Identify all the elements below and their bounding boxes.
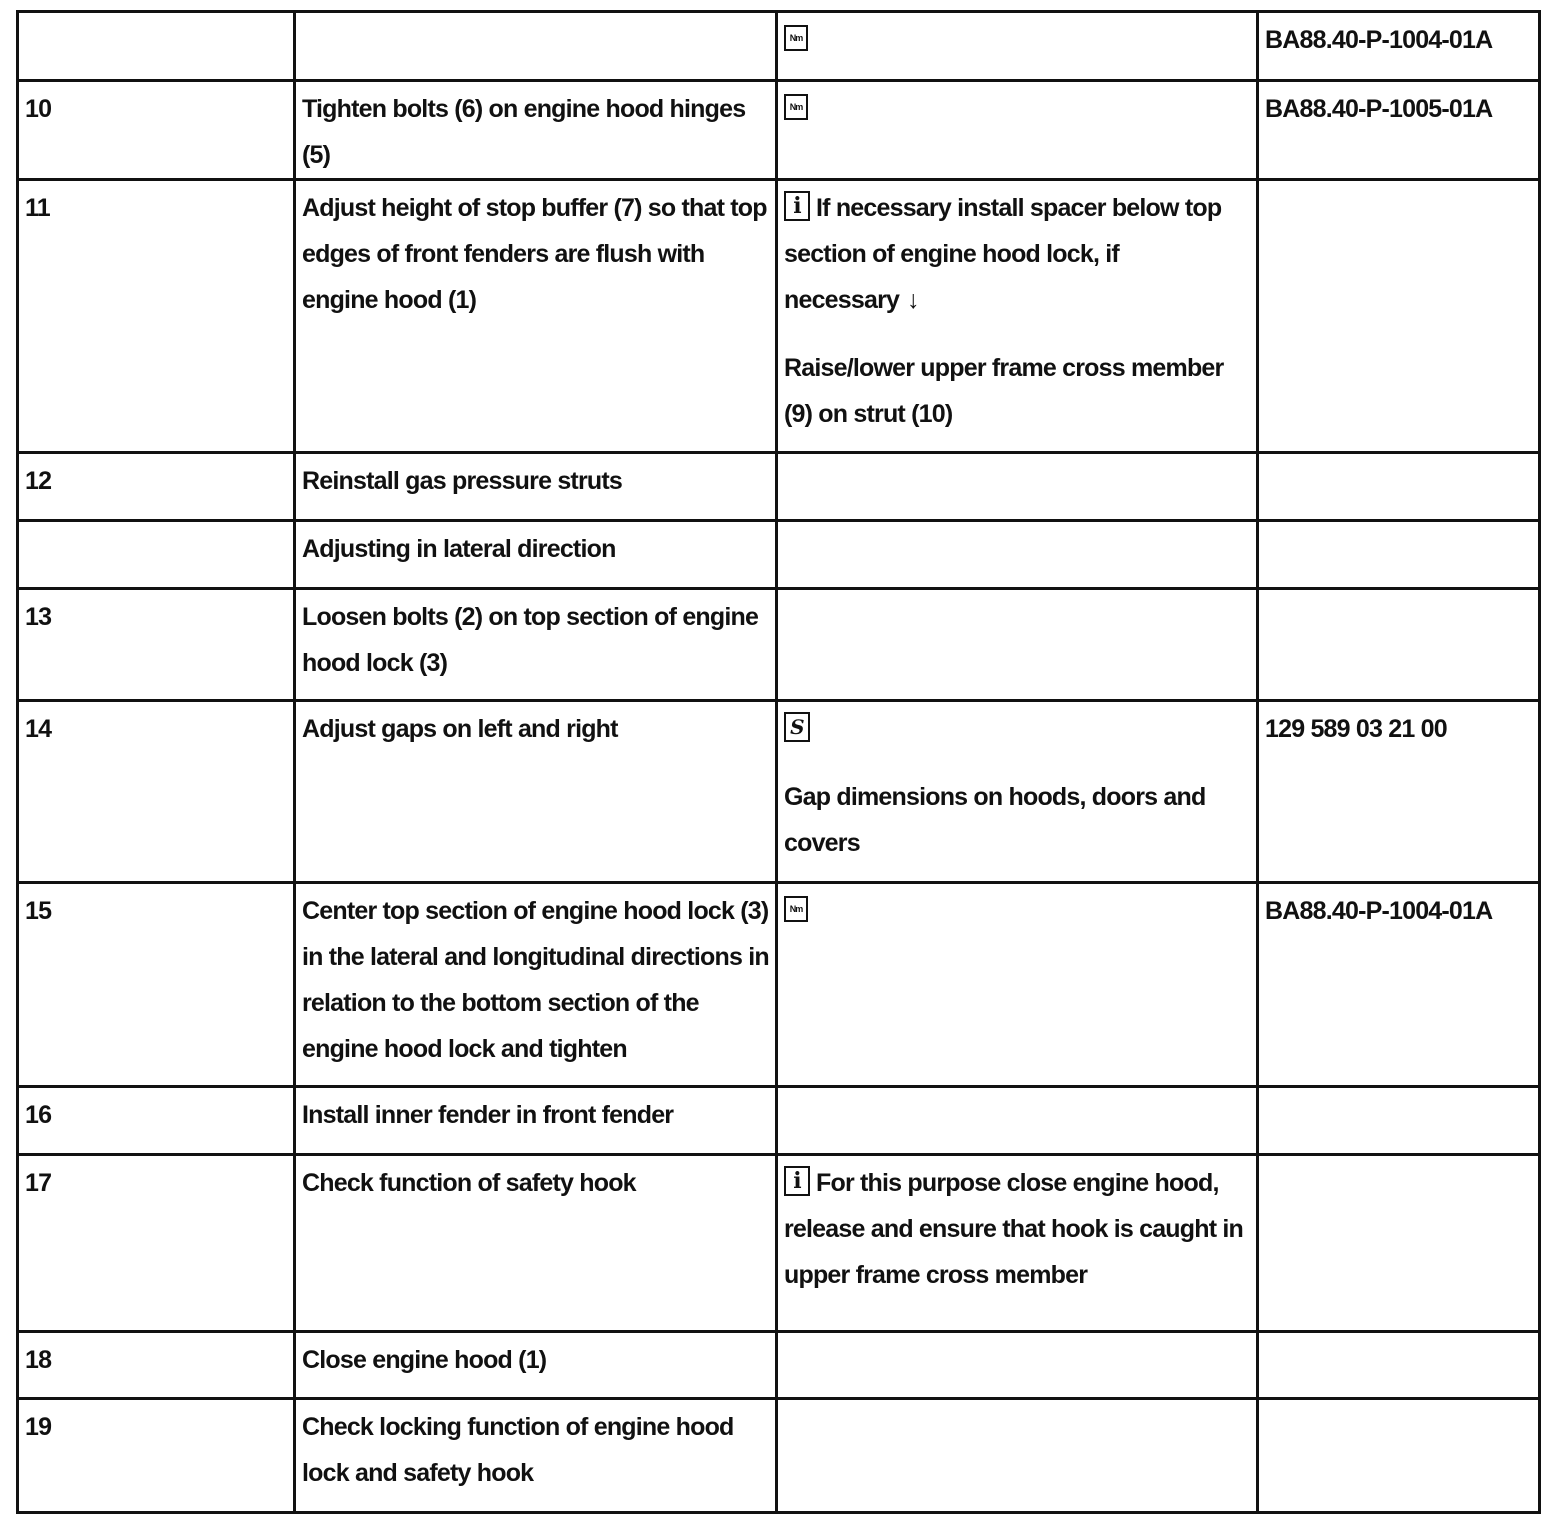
step-text-cell: Install inner fender in front fender [295, 1087, 777, 1155]
table-row [18, 1155, 1540, 1332]
table-row [18, 1399, 1540, 1513]
step-number-cell: 17 [18, 1155, 295, 1332]
note-cell [777, 589, 1258, 701]
reference-cell [1258, 521, 1540, 589]
torque-nm-icon: Nm [784, 896, 808, 922]
step-text-cell: Tighten bolts (6) on engine hood hinges (5) [295, 81, 777, 180]
table-row [18, 180, 1540, 453]
note-cell [777, 1399, 1258, 1513]
note-cell [777, 1087, 1258, 1155]
reference-cell [1258, 180, 1540, 453]
step-text-cell: Center top section of engine hood lock (3) in the lateral and longitudinal directions in relation to the bottom section of the engine hood lock and tighten [295, 883, 777, 1087]
note-cell [777, 12, 1258, 81]
info-icon: i [784, 1166, 810, 1196]
step-number-cell: 13 [18, 589, 295, 701]
step-number-cell: 11 [18, 180, 295, 453]
note-text: If necessary install spacer below top section of engine hood lock, if necessary [784, 194, 1222, 314]
reference-cell [1258, 1155, 1540, 1332]
note-cell [777, 81, 1258, 180]
special-tool-icon: S [784, 712, 810, 742]
reference-cell: 129 589 03 21 00 [1258, 701, 1540, 883]
info-icon: i [784, 191, 810, 221]
note-paragraph [784, 185, 1250, 323]
step-text-cell: Check locking function of engine hood lock and safety hook [295, 1399, 777, 1513]
spacer [784, 752, 1250, 774]
reference-cell: BA88.40-P-1005-01A [1258, 81, 1540, 180]
note-text: For this purpose close engine hood, release and ensure that hook is caught in upper frame cross member [784, 1169, 1243, 1289]
table-row [18, 12, 1540, 81]
step-number-cell: 14 [18, 701, 295, 883]
step-text-cell: Loosen bolts (2) on top section of engine hood lock (3) [295, 589, 777, 701]
step-text-cell: Close engine hood (1) [295, 1332, 777, 1399]
note-cell [777, 1155, 1258, 1332]
table-row [18, 701, 1540, 883]
note-cell [777, 883, 1258, 1087]
step-number-cell [18, 12, 295, 81]
step-number-cell: 18 [18, 1332, 295, 1399]
spacer [784, 323, 1250, 345]
step-number-cell [18, 521, 295, 589]
step-number-cell: 15 [18, 883, 295, 1087]
reference-cell [1258, 1399, 1540, 1513]
step-number-cell: 19 [18, 1399, 295, 1513]
torque-nm-icon: Nm [784, 25, 808, 51]
note-cell [777, 1332, 1258, 1399]
procedure-table [16, 10, 1541, 1514]
note-cell [777, 701, 1258, 883]
table-row [18, 1087, 1540, 1155]
reference-cell [1258, 1332, 1540, 1399]
torque-nm-icon: Nm [784, 94, 808, 120]
reference-cell: BA88.40-P-1004-01A [1258, 12, 1540, 81]
step-text-cell: Adjust height of stop buffer (7) so that top edges of front fenders are flush with engine hood (1) [295, 180, 777, 453]
step-text-cell [295, 12, 777, 81]
table-row [18, 589, 1540, 701]
note-cell [777, 180, 1258, 453]
note-cell [777, 521, 1258, 589]
reference-cell [1258, 589, 1540, 701]
table-row [18, 521, 1540, 589]
note-paragraph [784, 706, 1250, 752]
step-text-cell: Reinstall gas pressure struts [295, 453, 777, 521]
reference-cell [1258, 1087, 1540, 1155]
reference-cell [1258, 453, 1540, 521]
table-row [18, 883, 1540, 1087]
procedure-page [16, 10, 1538, 1514]
note-paragraph: Raise/lower upper frame cross member (9) on strut (10) [784, 354, 1224, 428]
step-text-cell: Check function of safety hook [295, 1155, 777, 1332]
table-row [18, 1332, 1540, 1399]
note-cell [777, 453, 1258, 521]
step-text-cell: Adjust gaps on left and right [295, 701, 777, 883]
table-row [18, 81, 1540, 180]
step-number-cell: 12 [18, 453, 295, 521]
step-number-cell: 16 [18, 1087, 295, 1155]
arrow-down-icon: ↓ [907, 286, 919, 314]
section-heading-cell: Adjusting in lateral direction [295, 521, 777, 589]
reference-cell: BA88.40-P-1004-01A [1258, 883, 1540, 1087]
step-number-cell: 10 [18, 81, 295, 180]
table-row [18, 453, 1540, 521]
note-paragraph: Gap dimensions on hoods, doors and covers [784, 783, 1206, 857]
